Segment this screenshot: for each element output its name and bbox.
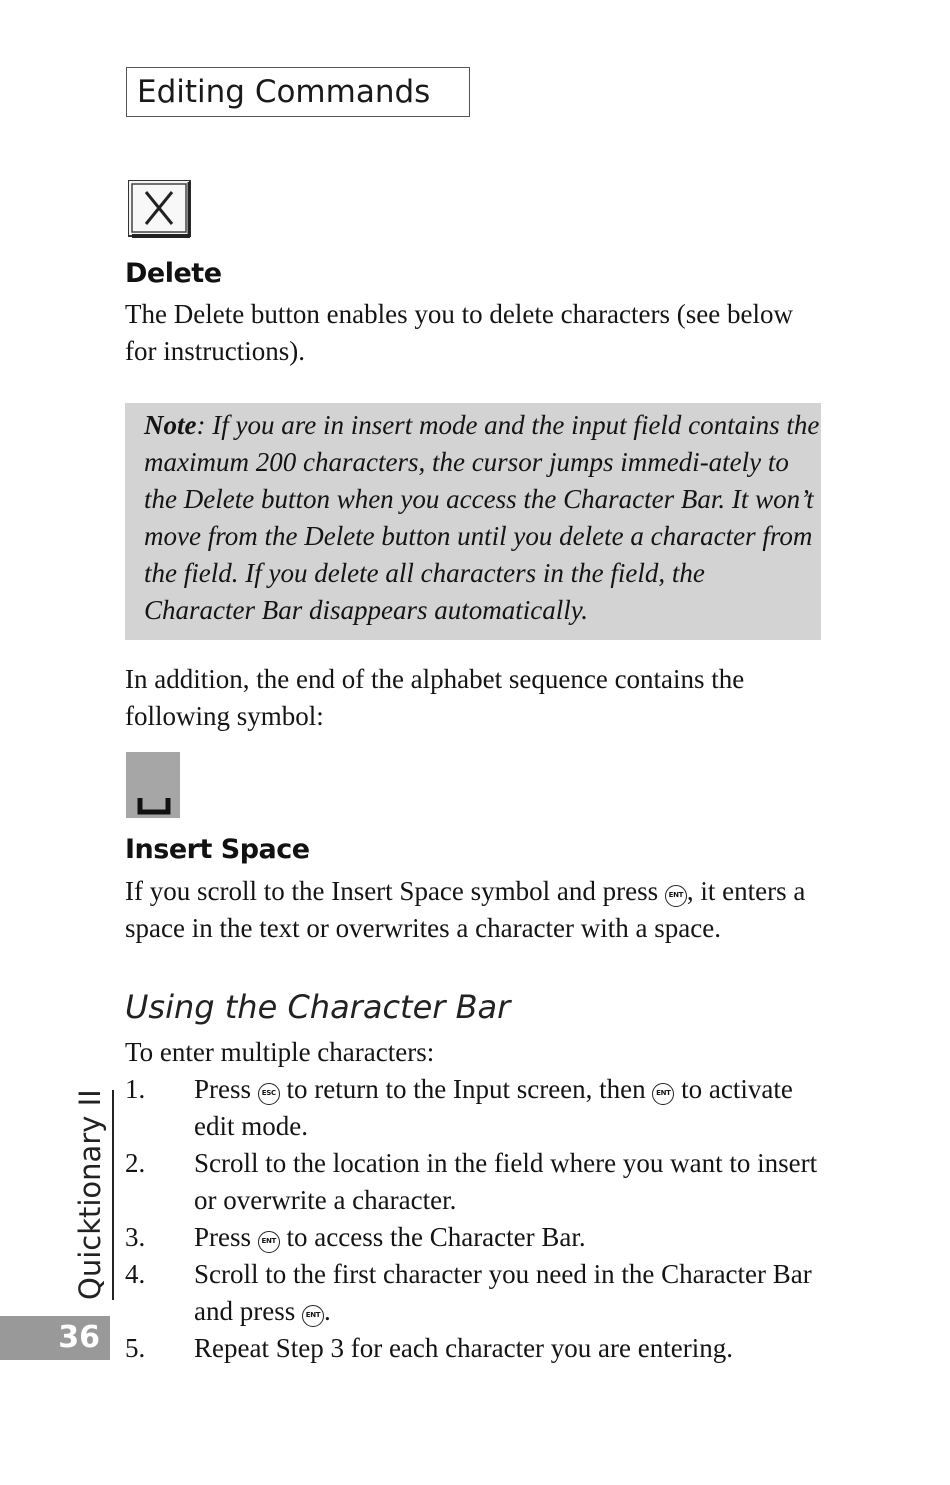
- note-label: Note: [144, 410, 197, 440]
- delete-heading: Delete: [125, 258, 222, 289]
- ent-key-icon: ENT: [652, 1083, 674, 1105]
- product-name-sidebar: Quicktionary II: [72, 1090, 114, 1300]
- note-text: : If you are in insert mode and the input field contains the maximum 200 characters, the cursor jumps immedi-ately to the Delete button when you access the Character Bar. It won’t move from the Delete button until you delete a character from the field. If you delete all characters in the field, the Character Bar disappears automatically.: [144, 410, 820, 625]
- page-number: 36: [0, 1316, 110, 1360]
- space-symbol-icon: [126, 752, 180, 818]
- ent-key-icon: ENT: [302, 1305, 324, 1327]
- steps-intro: To enter multiple characters:: [125, 1037, 435, 1067]
- section-title: Editing Commands: [126, 67, 470, 117]
- delete-description: The Delete button enables you to delete characters (see below for instructions).: [125, 299, 793, 366]
- note-box: [125, 403, 821, 640]
- insert-space-description: If you scroll to the Insert Space symbol and press ENT , it enters a space in the text or overwrites a character with a space.: [125, 876, 806, 943]
- list-item: 3. Press ENT to access the Character Bar.: [125, 1222, 586, 1252]
- steps-list: [125, 1071, 825, 1367]
- addition-text: In addition, the end of the alphabet sequence contains the following symbol:: [125, 664, 745, 731]
- ent-key-icon: ENT: [258, 1231, 280, 1253]
- character-bar-heading: Using the Character Bar: [125, 988, 511, 1026]
- insert-space-heading: Insert Space: [125, 834, 310, 865]
- delete-x-icon: [128, 180, 192, 238]
- list-item: 1. Press ESC to return to the Input screen, then ENT to activate edit mode.: [125, 1074, 793, 1141]
- list-item: 5. Repeat Step 3 for each character you are entering.: [125, 1333, 733, 1363]
- list-item: 4. Scroll to the first character you need in the Character Bar and press ENT .: [125, 1259, 812, 1326]
- esc-key-icon: ESC: [258, 1083, 280, 1105]
- ent-key-icon: ENT: [665, 885, 687, 907]
- list-item: 2. Scroll to the location in the field where you want to insert or overwrite a character.: [125, 1148, 818, 1215]
